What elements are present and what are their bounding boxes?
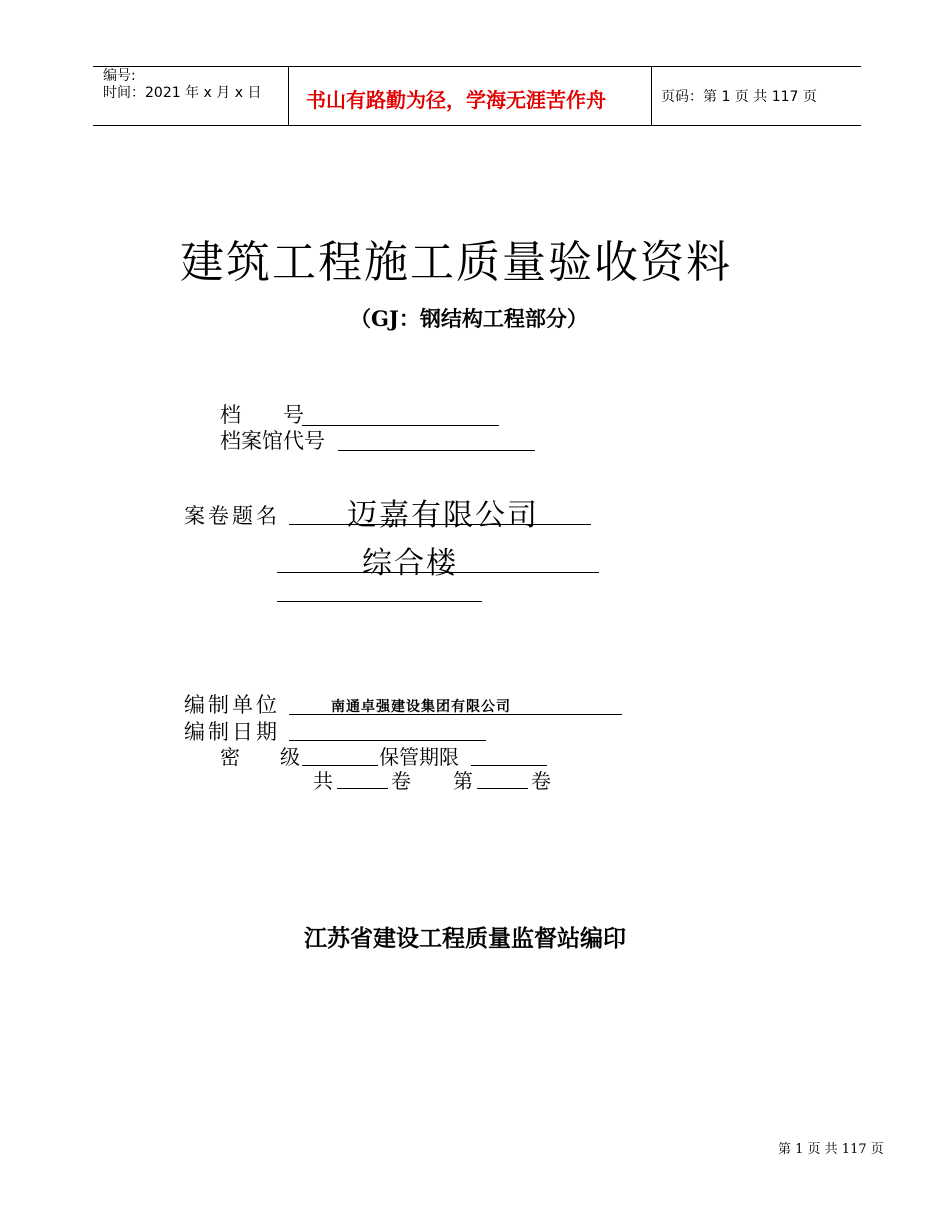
header-page-info: 页码：第 1 页 共 117 页 bbox=[661, 89, 817, 105]
compile-unit-label: 编制单位 bbox=[184, 693, 280, 717]
header-divider-1 bbox=[288, 66, 289, 126]
case-title-line3-rule bbox=[277, 601, 482, 602]
secret-label: 密 级 bbox=[220, 745, 300, 769]
case-title-line1-rule bbox=[289, 524, 591, 525]
case-title-line2-rule bbox=[277, 572, 599, 573]
total-label: 共 bbox=[313, 769, 333, 793]
header-number-label: 编号: bbox=[103, 68, 136, 84]
header-top-rule bbox=[93, 66, 861, 67]
compile-unit-value: 南通卓强建设集团有限公司 bbox=[331, 699, 511, 715]
document-title: 建筑工程施工质量验收资料 bbox=[180, 237, 732, 288]
case-title-line2: 综合楼 bbox=[362, 546, 458, 581]
retention-label: 保管期限 bbox=[379, 745, 459, 769]
archive-code-line bbox=[338, 450, 535, 451]
document-subtitle: （GJ：钢结构工程部分） bbox=[350, 306, 588, 331]
archive-no-line bbox=[302, 425, 499, 426]
volume-label: 卷 bbox=[391, 769, 411, 793]
compile-unit-line bbox=[289, 714, 622, 715]
editor-text: 江苏省建设工程质量监督站编印 bbox=[304, 926, 626, 952]
header-time-label: 时间：2021 年 x 月 x 日 bbox=[103, 85, 262, 101]
header-motto: 书山有路勤为径，学海无涯苦作舟 bbox=[306, 88, 606, 112]
index-line bbox=[477, 788, 528, 789]
case-title-line1: 迈嘉有限公司 bbox=[347, 498, 539, 533]
compile-date-label: 编制日期 bbox=[184, 720, 280, 744]
footer-page-text: 第 1 页 共 117 页 bbox=[778, 1142, 884, 1157]
archive-code-label: 档案馆代号 bbox=[220, 429, 325, 453]
archive-no-label: 档 号 bbox=[220, 403, 304, 427]
case-title-label: 案卷题名 bbox=[184, 504, 280, 528]
header-bottom-rule bbox=[93, 125, 861, 126]
index-label: 第 bbox=[453, 769, 473, 793]
total-line bbox=[337, 788, 388, 789]
header-divider-2 bbox=[651, 66, 652, 126]
volume-label-2: 卷 bbox=[531, 769, 551, 793]
